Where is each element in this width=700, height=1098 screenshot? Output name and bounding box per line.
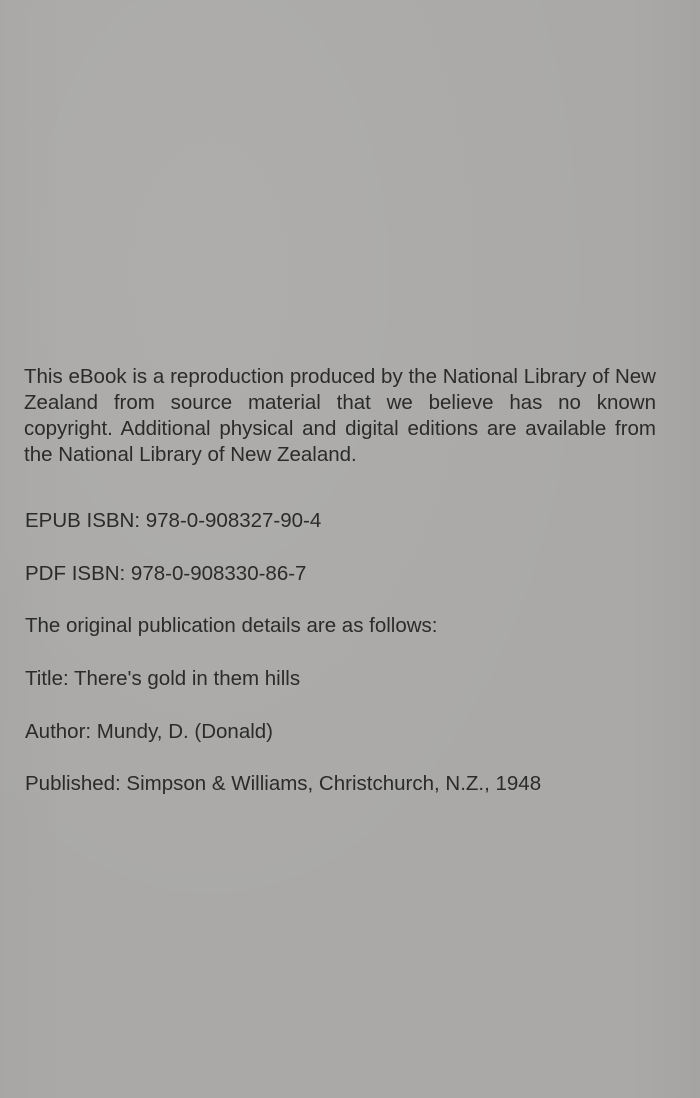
original-publication-intro: The original publication details are as follows: xyxy=(25,614,438,637)
publication-author: Author: Mundy, D. (Donald) xyxy=(25,720,274,743)
publication-details: Published: Simpson & Williams, Christchurch, N.Z., 1948 xyxy=(25,772,542,795)
publication-title: Title: There's gold in them hills xyxy=(25,667,301,690)
pdf-isbn: PDF ISBN: 978-0-908330-86-7 xyxy=(25,562,307,585)
epub-isbn: EPUB ISBN: 978-0-908327-90-4 xyxy=(25,509,322,532)
reproduction-notice: This eBook is a reproduction produced by the National Library of New Zealand from source material that we believe has no known copyright. Additional physical and digital editions are available from the National Library of New Zealand. xyxy=(24,365,656,466)
